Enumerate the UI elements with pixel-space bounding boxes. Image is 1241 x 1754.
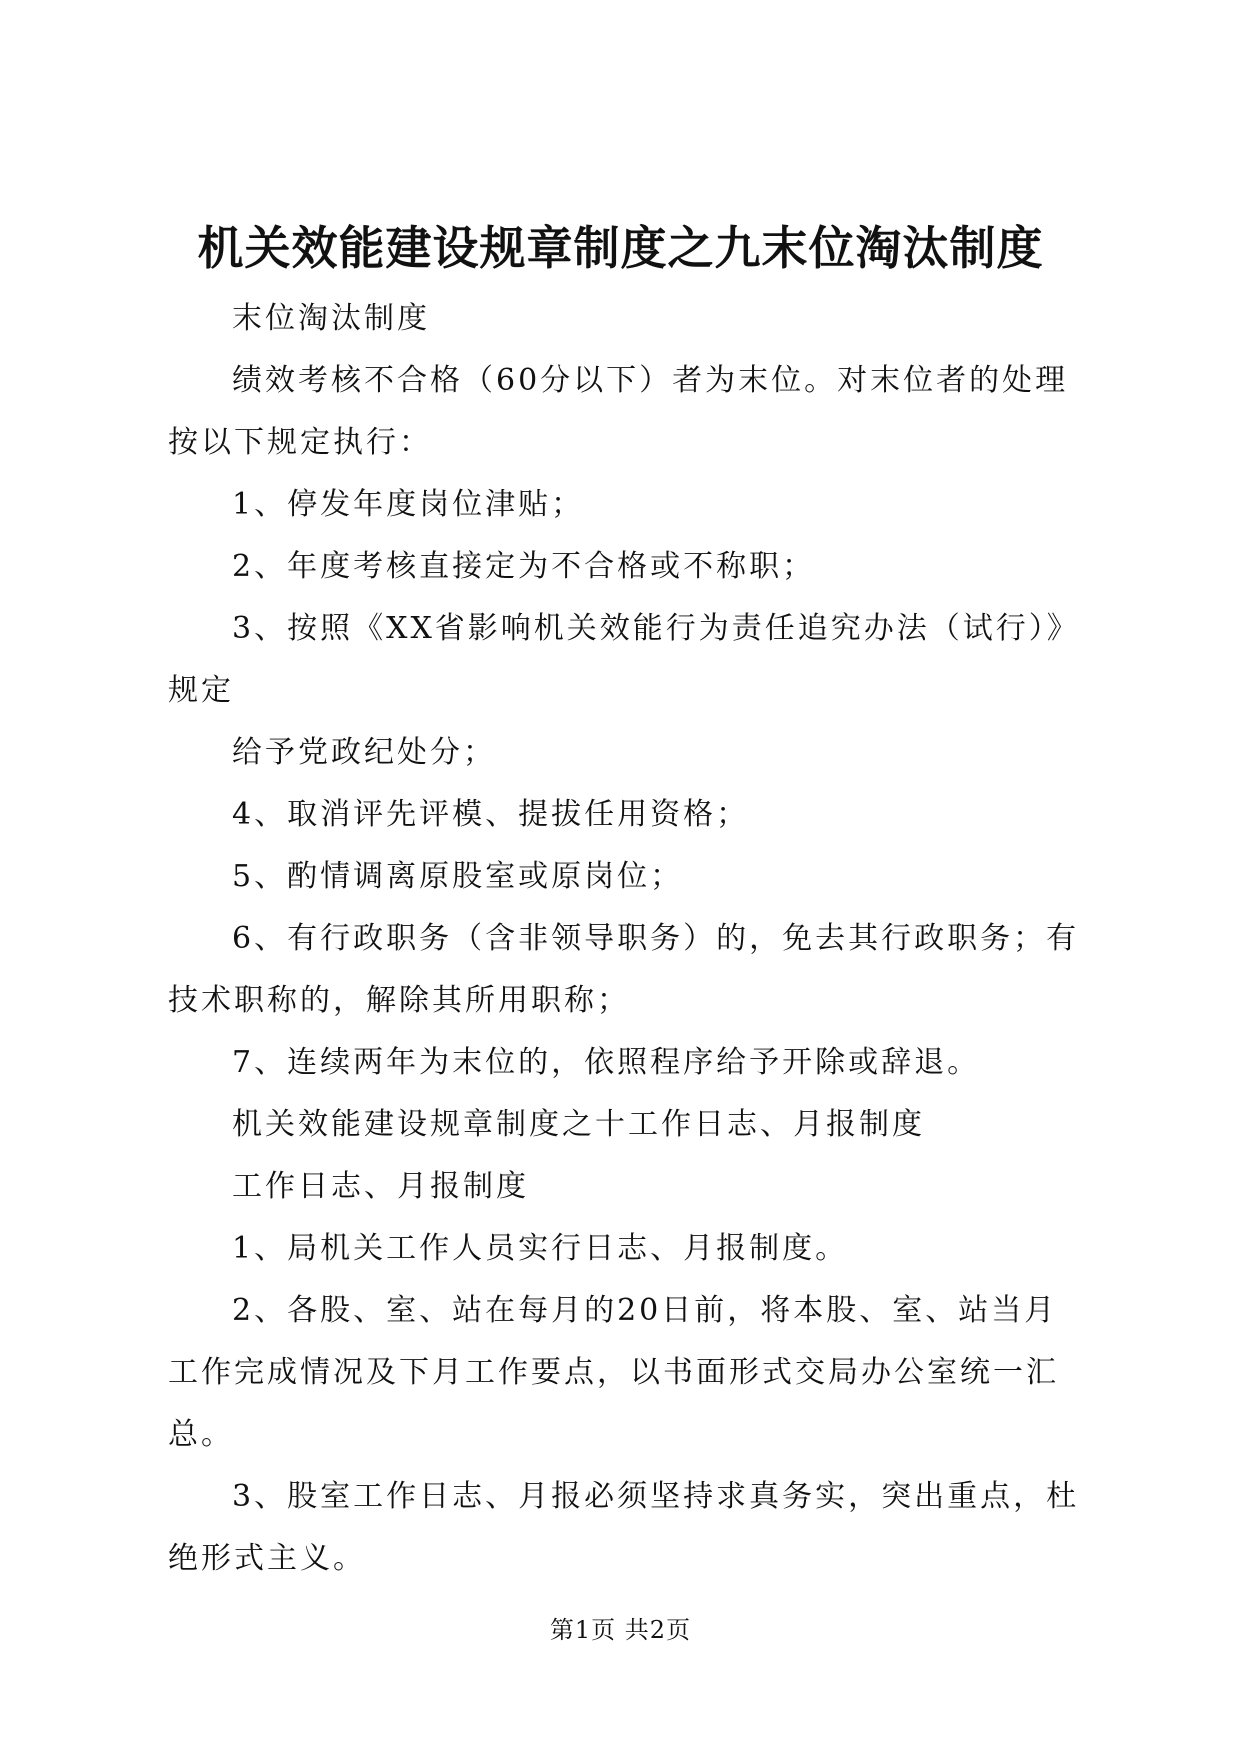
document-body xyxy=(168,288,1088,1590)
paragraph: 末位淘汰制度 xyxy=(232,301,430,336)
paragraph: 2、各股、室、站在每月的20日前，将本股、室、站当月工作完成情况及下月工作要点，以书面形式交局办公室统一汇总。 xyxy=(168,1293,1059,1452)
paragraph: 3、股室工作日志、月报必须坚持求真务实，突出重点，杜绝形式主义。 xyxy=(168,1479,1080,1576)
paragraph: 2、年度考核直接定为不合格或不称职； xyxy=(232,549,816,584)
paragraph: 工作日志、月报制度 xyxy=(232,1169,529,1204)
paragraph: 给予党政纪处分； xyxy=(232,735,496,770)
paragraph: 3、按照《XX省影响机关效能行为责任追究办法（试行）》规定 xyxy=(168,611,1080,708)
paragraph: 5、酌情调离原股室或原岗位； xyxy=(232,859,684,894)
paragraph: 机关效能建设规章制度之十工作日志、月报制度 xyxy=(232,1107,925,1142)
document-title: 机关效能建设规章制度之九末位淘汰制度 xyxy=(197,221,1044,275)
paragraph: 6、有行政职务（含非领导职务）的，免去其行政职务；有技术职称的，解除其所用职称； xyxy=(168,921,1080,1018)
page-footer: 第1页 共2页 xyxy=(549,1616,692,1644)
paragraph: 4、取消评先评模、提拔任用资格； xyxy=(232,797,750,832)
paragraph: 1、停发年度岗位津贴； xyxy=(232,487,585,522)
paragraph: 7、连续两年为末位的，依照程序给予开除或辞退。 xyxy=(232,1045,981,1080)
paragraph: 绩效考核不合格（60分以下）者为末位。对末位者的处理按以下规定执行： xyxy=(168,363,1069,460)
paragraph: 1、局机关工作人员实行日志、月报制度。 xyxy=(232,1231,849,1266)
